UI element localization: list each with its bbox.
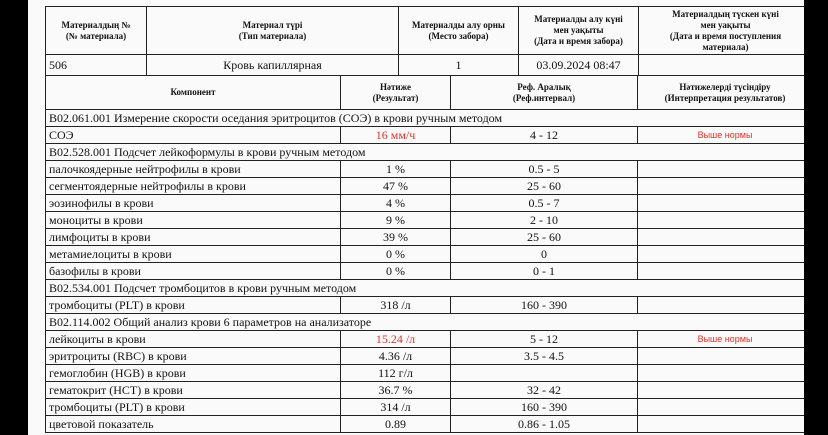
interpretation: [638, 212, 805, 229]
table-row: [46, 195, 805, 212]
table-row: [46, 416, 805, 433]
reference-range: 2 - 10: [451, 212, 638, 229]
collection-datetime-header: Материалды алу күні мен уақыты (Дата и время забора): [519, 7, 639, 55]
component-header: Компонент: [46, 76, 341, 110]
component-name: тромбоциты (PLT) в крови: [46, 297, 341, 314]
interpretation: [638, 297, 805, 314]
section-title: B02.528.001 Подсчет лейкоформулы в крови ручным методом: [46, 144, 805, 161]
material-number-header: Материалдың № (№ материала): [46, 7, 147, 55]
received-datetime-header: Материалдың түскен күні мен уақыты (Дата и время поступления материала): [639, 7, 805, 55]
interpretation: [638, 195, 805, 212]
table-row: [46, 263, 805, 280]
table-row: [46, 229, 805, 246]
material-type-header: Материал түрі (Тип материала): [147, 7, 399, 55]
reference-range: 25 - 60: [451, 178, 638, 195]
result-value: 9 %: [341, 212, 451, 229]
result-value: 16 мм/ч: [341, 127, 451, 144]
component-name: лейкоциты в крови: [46, 331, 341, 348]
reference-range: 32 - 42: [451, 382, 638, 399]
collection-place-header: Материалды алу орны (Место забора): [399, 7, 519, 55]
table-row: [46, 246, 805, 263]
interpretation: [638, 178, 805, 195]
table-row: [46, 382, 805, 399]
interpretation-header: Нәтижелерді түсіндіру (Интерпретация результатов): [638, 76, 805, 110]
component-name: гемоглобин (HGB) в крови: [46, 365, 341, 382]
section-title: B02.061.001 Измерение скорости оседания эритроцитов (СОЭ) в крови ручным методом: [46, 110, 805, 127]
result-value: 0 %: [341, 263, 451, 280]
component-name: тромбоциты (PLT) в крови: [46, 399, 341, 416]
material-type: Кровь капиллярная: [147, 55, 399, 76]
component-name: палочкоядерные нейтрофилы в крови: [46, 161, 341, 178]
section-title: B02.534.001 Подсчет тромбоцитов в крови ручным методом: [46, 280, 805, 297]
interpretation: Выше нормы: [638, 331, 805, 348]
interpretation: [638, 399, 805, 416]
reference-range: 3.5 - 4.5: [451, 348, 638, 365]
component-name: эозинофилы в крови: [46, 195, 341, 212]
component-name: СОЭ: [46, 127, 341, 144]
table-row: [46, 212, 805, 229]
table-row: [46, 365, 805, 382]
interpretation: [638, 246, 805, 263]
results-table: [45, 75, 804, 433]
table-row: [46, 161, 805, 178]
interpretation: [638, 382, 805, 399]
interpretation: [638, 416, 805, 433]
result-value: 36.7 %: [341, 382, 451, 399]
reference-range: 0: [451, 246, 638, 263]
component-name: метамиелоциты в крови: [46, 246, 341, 263]
interpretation: [638, 263, 805, 280]
material-number: 506: [46, 55, 147, 76]
reference-range: 0.5 - 5: [451, 161, 638, 178]
component-name: сегментоядерные нейтрофилы в крови: [46, 178, 341, 195]
section-row: [46, 144, 805, 161]
result-value: 15.24 /л: [341, 331, 451, 348]
component-name: цветовой показатель: [46, 416, 341, 433]
component-name: моноциты в крови: [46, 212, 341, 229]
result-value: 112 г/л: [341, 365, 451, 382]
section-row: [46, 314, 805, 331]
result-value: 0 %: [341, 246, 451, 263]
reference-range: 0.5 - 7: [451, 195, 638, 212]
table-row: [46, 331, 805, 348]
interpretation: [638, 365, 805, 382]
table-row: [46, 127, 805, 144]
interpretation: Выше нормы: [638, 127, 805, 144]
section-title: B02.114.002 Общий анализ крови 6 параметров на анализаторе: [46, 314, 805, 331]
result-value: 39 %: [341, 229, 451, 246]
reference-range: 0.86 - 1.05: [451, 416, 638, 433]
result-header: Нәтиже (Результат): [341, 76, 451, 110]
result-value: 47 %: [341, 178, 451, 195]
reference-range: [451, 365, 638, 382]
table-row: [46, 399, 805, 416]
section-row: [46, 280, 805, 297]
interpretation: [638, 161, 805, 178]
reference-range: 25 - 60: [451, 229, 638, 246]
result-value: 314 /л: [341, 399, 451, 416]
interpretation: [638, 229, 805, 246]
table-row: [46, 178, 805, 195]
component-name: базофилы в крови: [46, 263, 341, 280]
result-value: 4 %: [341, 195, 451, 212]
reference-range: 5 - 12: [451, 331, 638, 348]
component-name: гематокрит (HCT) в крови: [46, 382, 341, 399]
reference-range: 4 - 12: [451, 127, 638, 144]
section-row: [46, 110, 805, 127]
material-info-table: [45, 6, 804, 76]
result-value: 0.89: [341, 416, 451, 433]
component-name: эритроциты (RBC) в крови: [46, 348, 341, 365]
collection-datetime: 03.09.2024 08:47: [519, 55, 639, 76]
reference-header: Реф. Аралық (Реф.интервал): [451, 76, 638, 110]
reference-range: 160 - 390: [451, 399, 638, 416]
table-row: [46, 348, 805, 365]
interpretation: [638, 348, 805, 365]
lab-report-page: [28, 0, 804, 435]
received-datetime: [639, 55, 805, 76]
table-row: [46, 297, 805, 314]
reference-range: 160 - 390: [451, 297, 638, 314]
reference-range: 0 - 1: [451, 263, 638, 280]
collection-place: 1: [399, 55, 519, 76]
component-name: лимфоциты в крови: [46, 229, 341, 246]
result-value: 1 %: [341, 161, 451, 178]
result-value: 4.36 /л: [341, 348, 451, 365]
result-value: 318 /л: [341, 297, 451, 314]
